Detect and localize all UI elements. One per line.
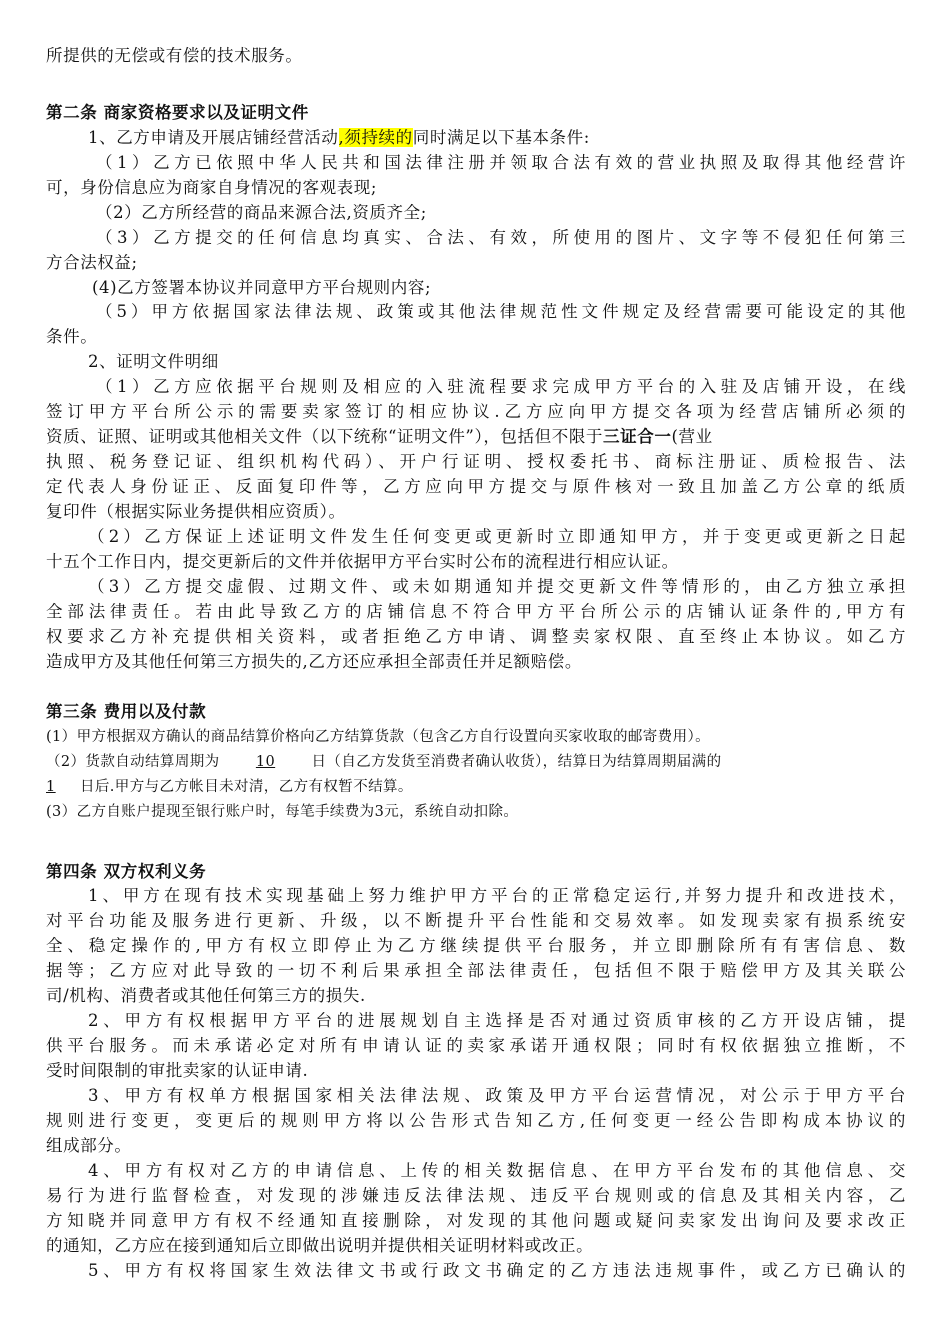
s2-cond-5-line-2: 条件。 — [46, 327, 98, 346]
highlighted-text: ,须持续的 — [338, 128, 413, 147]
s2-cond-2: （2）乙方所经营的商品来源合法,资质齐全; — [96, 203, 427, 222]
s4-item-4-line-3: 方知晓并同意甲方有权不经通知直接删除，对发现的其他问题或疑问卖家发出询问及要求改正 — [46, 1211, 906, 1230]
s2-doc-1-line-3-a: 资质、证照、证明或其他相关文件（以下统称“证明文件”），包括但不限于 — [46, 427, 604, 446]
s3-item-2-line-1 — [46, 750, 906, 774]
s2-doc-1-line-3 — [46, 425, 906, 449]
s2-cond-4: (4)乙方签署本协议并同意甲方平台规则内容; — [92, 278, 432, 297]
s2-cond-1-line-1: （1）乙方已依照中华人民共和国法律注册并领取合法有效的营业执照及取得其他经营许 — [96, 153, 906, 172]
bold-term: 三证合一 — [603, 427, 672, 446]
settlement-days-value: 10 — [255, 754, 276, 770]
s4-item-1-line-2: 对平台功能及服务进行更新、升级，以不断提升平台性能和交易效率。如发现卖家有损系统安 — [46, 911, 906, 930]
s2-cond-1-line-2: 可，身份信息应为商家自身情况的客观表现; — [46, 178, 378, 197]
s3-item-2-text-c: 日后.甲方与乙方帐目未对清，乙方有权暂不结算。 — [80, 779, 413, 795]
s2-doc-1-line-2: 签订甲方平台所公示的需要卖家签订的相应协议.乙方应向甲方提交各项为经营店铺所必须的 — [46, 402, 906, 421]
s3-item-2-text-a: （2）货款自动结算周期为 — [46, 754, 220, 770]
s2-cond-5-line-1: （5）甲方依据国家法律法规、政策或其他法律规范性文件规定及经营需要可能设定的其他 — [96, 302, 906, 321]
s2-item-1-text-a: 1、乙方申请及开展店铺经营活动 — [88, 128, 339, 147]
s4-item-2-line-1: 2、甲方有权根据甲方平台的进展规划自主选择是否对通过资质审核的乙方开设店铺，提 — [88, 1011, 906, 1030]
s2-doc-1-line-3-c: (营业 — [671, 427, 713, 446]
s2-item-2: 2、证明文件明细 — [88, 352, 219, 371]
s3-item-2-text-b: 日（自乙方发货至消费者确认收货），结算日为结算周期届满的 — [311, 754, 722, 770]
s2-cond-3-line-2: 方合法权益; — [46, 253, 138, 272]
s4-item-4-line-4: 的通知，乙方应在接到通知后立即做出说明并提供相关证明材料或改正。 — [46, 1236, 594, 1255]
s2-doc-1-line-1: （1）乙方应依据平台规则及相应的入驻流程要求完成甲方平台的入驻及店铺开设，在线 — [96, 377, 906, 396]
s4-item-1-line-1: 1、甲方在现有技术实现基础上努力维护甲方平台的正常稳定运行,并努力提升和改进技术， — [88, 886, 906, 905]
s4-item-5-line-1: 5、甲方有权将国家生效法律文书或行政文书确定的乙方违法违规事件，或乙方已确认的 — [88, 1261, 906, 1280]
s4-item-3-line-1: 3、甲方有权单方根据国家相关法律法规、政策及甲方平台运营情况，对公示于甲方平台 — [88, 1086, 906, 1105]
s3-item-1: (1）甲方根据双方确认的商品结算价格向乙方结算货款（包含乙方自行设置向买家收取的邮寄费用）。 — [46, 729, 711, 745]
s2-doc-3-line-4: 造成甲方及其他任何第三方损失的,乙方还应承担全部责任并足额赔偿。 — [46, 652, 582, 671]
s4-item-3-line-2: 规则进行变更，变更后的规则甲方将以公告形式告知乙方,任何变更一经公告即构成本协议的 — [46, 1111, 906, 1130]
settlement-offset-value: 1 — [46, 779, 56, 795]
s2-doc-3-line-3: 权要求乙方补充提供相关资料，或者拒绝乙方申请、调整卖家权限、直至终止本协议。如乙方 — [46, 627, 906, 646]
s2-doc-1-line-6: 复印件（根据实际业务提供相应资质）。 — [46, 502, 346, 521]
s2-doc-1-line-4: 执照、税务登记证、组织机构代码）、开户行证明、授权委托书、商标注册证、质检报告、法 — [46, 452, 906, 471]
s2-cond-3-line-1: （3）乙方提交的任何信息均真实、合法、有效，所使用的图片、文字等不侵犯任何第三 — [96, 228, 906, 247]
s4-item-3-line-3: 组成部分。 — [46, 1136, 132, 1155]
s2-item-1-text-b: 同时满足以下基本条件: — [412, 128, 590, 147]
section-2-heading: 第二条 商家资格要求以及证明文件 — [46, 103, 309, 122]
s2-doc-1-line-5: 定代表人身份证正、反面复印件等，乙方应向甲方提交与原件核对一致且加盖乙方公章的纸质 — [46, 477, 906, 496]
s3-item-3: (3）乙方自账户提现至银行账户时，每笔手续费为3元，系统自动扣除。 — [46, 804, 519, 820]
s4-item-4-line-1: 4、甲方有权对乙方的申请信息、上传的相关数据信息、在甲方平台发布的其他信息、交 — [88, 1161, 906, 1180]
s2-doc-2-line-1: （2）乙方保证上述证明文件发生任何变更或更新时立即通知甲方，并于变更或更新之日起 — [88, 527, 906, 546]
s4-item-1-line-3: 全、稳定操作的,甲方有权立即停止为乙方继续提供平台服务，并立即删除所有有害信息、数 — [46, 936, 906, 955]
section-3-heading: 第三条 费用以及付款 — [46, 702, 207, 721]
s4-item-1-line-4: 据等；乙方应对此导致的一切不利后果承担全部法律责任，包括但不限于赔偿甲方及其关联公 — [46, 961, 906, 980]
section-4-heading: 第四条 双方权利义务 — [46, 862, 207, 881]
intro-line: 所提供的无偿或有偿的技术服务。 — [46, 46, 303, 65]
s2-doc-2-line-2: 十五个工作日内，提交更新后的文件并依据甲方平台实时公布的流程进行相应认证。 — [46, 552, 679, 571]
s2-doc-3-line-1: （3）乙方提交虚假、过期文件、或未如期通知并提交更新文件等情形的，由乙方独立承担 — [88, 577, 906, 596]
s2-doc-3-line-2: 全部法律责任。若由此导致乙方的店铺信息不符合甲方平台所公示的店铺认证条件的,甲方有 — [46, 602, 906, 621]
s4-item-2-line-2: 供平台服务。而未承诺必定对所有申请认证的卖家承诺开通权限；同时有权依据独立推断，不 — [46, 1036, 906, 1055]
s4-item-2-line-3: 受时间限制的审批卖家的认证申请. — [46, 1061, 309, 1080]
s4-item-4-line-2: 易行为进行监督检查，对发现的涉嫌违反法律法规、违反平台规则或的信息及其相关内容，乙 — [46, 1186, 906, 1205]
s3-item-2-line-2 — [46, 775, 906, 799]
s2-item-1 — [88, 126, 906, 150]
s4-item-1-line-5: 司/机构、消费者或其他任何第三方的损失. — [46, 986, 366, 1005]
